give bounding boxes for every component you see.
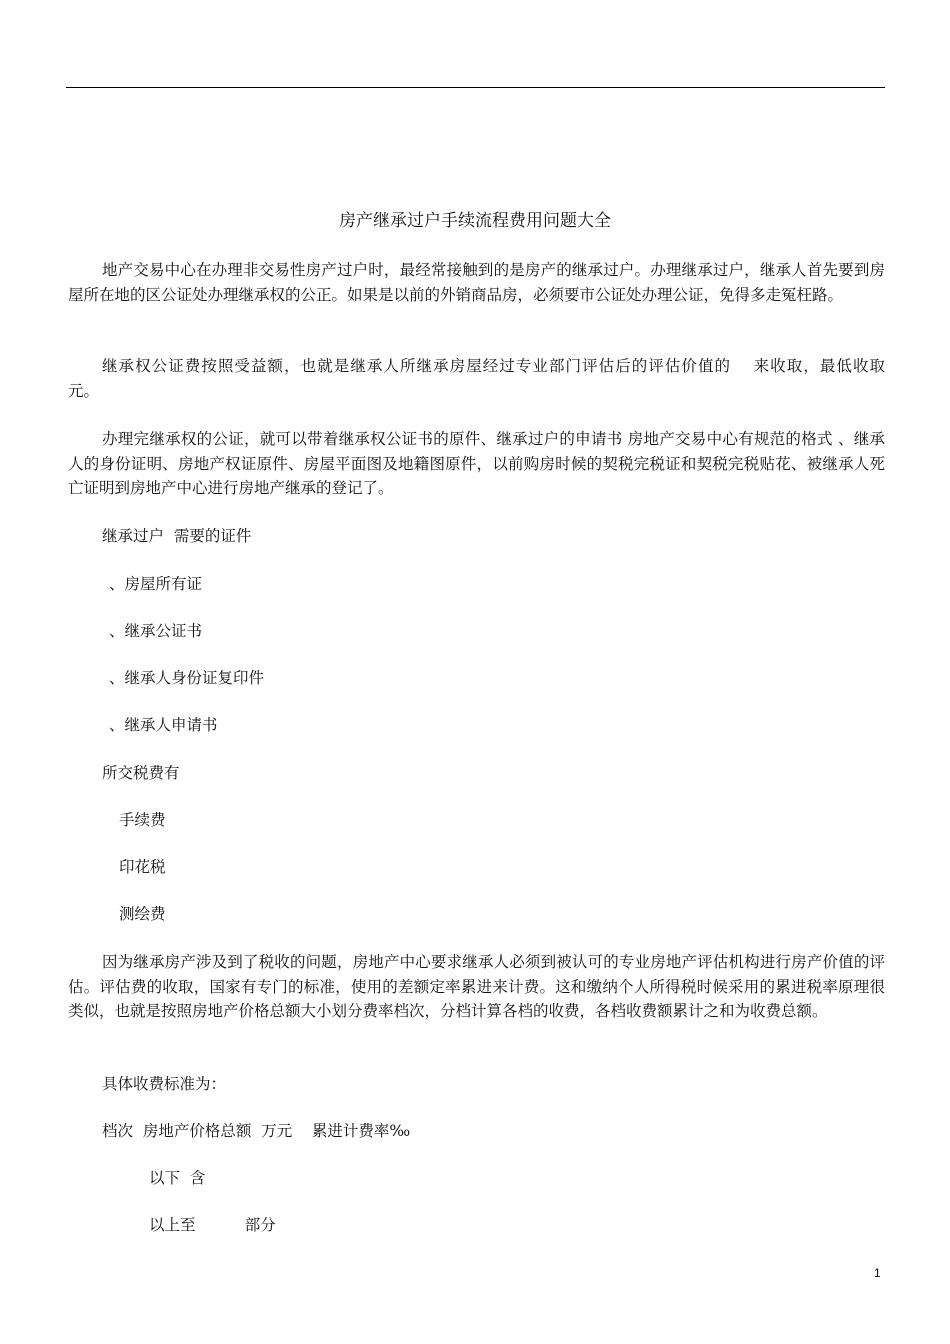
list-item: 手续费 — [119, 811, 166, 829]
standard-heading: 具体收费标准为： — [102, 1075, 227, 1093]
list-item: 印花税 — [119, 858, 166, 876]
list-item: 测绘费 — [119, 905, 166, 923]
document-title: 房产继承过户手续流程费用问题大全 — [339, 211, 611, 231]
list-item: 、继承公证书 — [109, 622, 203, 640]
fees-heading: 所交税费有 — [102, 764, 180, 782]
fee-table-header: 档次 房地产价格总额 万元 累进计费率‰ — [102, 1122, 411, 1140]
list-item: 、房屋所有证 — [109, 575, 203, 593]
paragraph-valuation: 因为继承房产涉及到了税收的问题，房地产中心要求继承人必须到被认可的专业房地产评估机构进行房产价值的评估。评估费的收取，国家有专门的标准，使用的差额定率累进来计费。这和缴纳个人所得税时候采用的累进税率原理很类似，也就是按照房地产价格总额大小划分费率档次，分档计算各档的收费，各档收费额累计之和为收费总额。 — [68, 953, 885, 1020]
fee-tier-row: 以下 含 — [149, 1169, 206, 1187]
fee-tier-row: 以上至 部分 — [149, 1216, 276, 1234]
list-item: 、继承人申请书 — [109, 716, 218, 734]
paragraph-notary-fee: 继承权公证费按照受益额，也就是继承人所继承房屋经过专业部门评估后的评估价值的 来收取，最低收取 元。 — [68, 357, 917, 400]
header-rule — [66, 87, 885, 88]
documents-heading: 继承过户 需要的证件 — [102, 527, 252, 545]
list-item: 、继承人身份证复印件 — [109, 669, 265, 687]
paragraph-intro: 地产交易中心在办理非交易性房产过户时，最经常接触到的是房产的继承过户。办理继承过户，继承人首先要到房屋所在地的区公证处办理继承权的公正。如果是以前的外销商品房，必须要市公证处办理公证，免得多走冤枉路。 — [68, 261, 885, 304]
page-number: 1 — [874, 1266, 881, 1280]
paragraph-registration: 办理完继承权的公证，就可以带着继承权公证书的原件、继承过户的申请书 房地产交易中心有规范的格式 、继承人的身份证明、房地产权证原件、房屋平面图及地籍图原件，以前购房时候的契税完税证和契税完税贴花、被继承人死亡证明到房地产中心进行房地产继承的登记了。 — [68, 430, 885, 497]
